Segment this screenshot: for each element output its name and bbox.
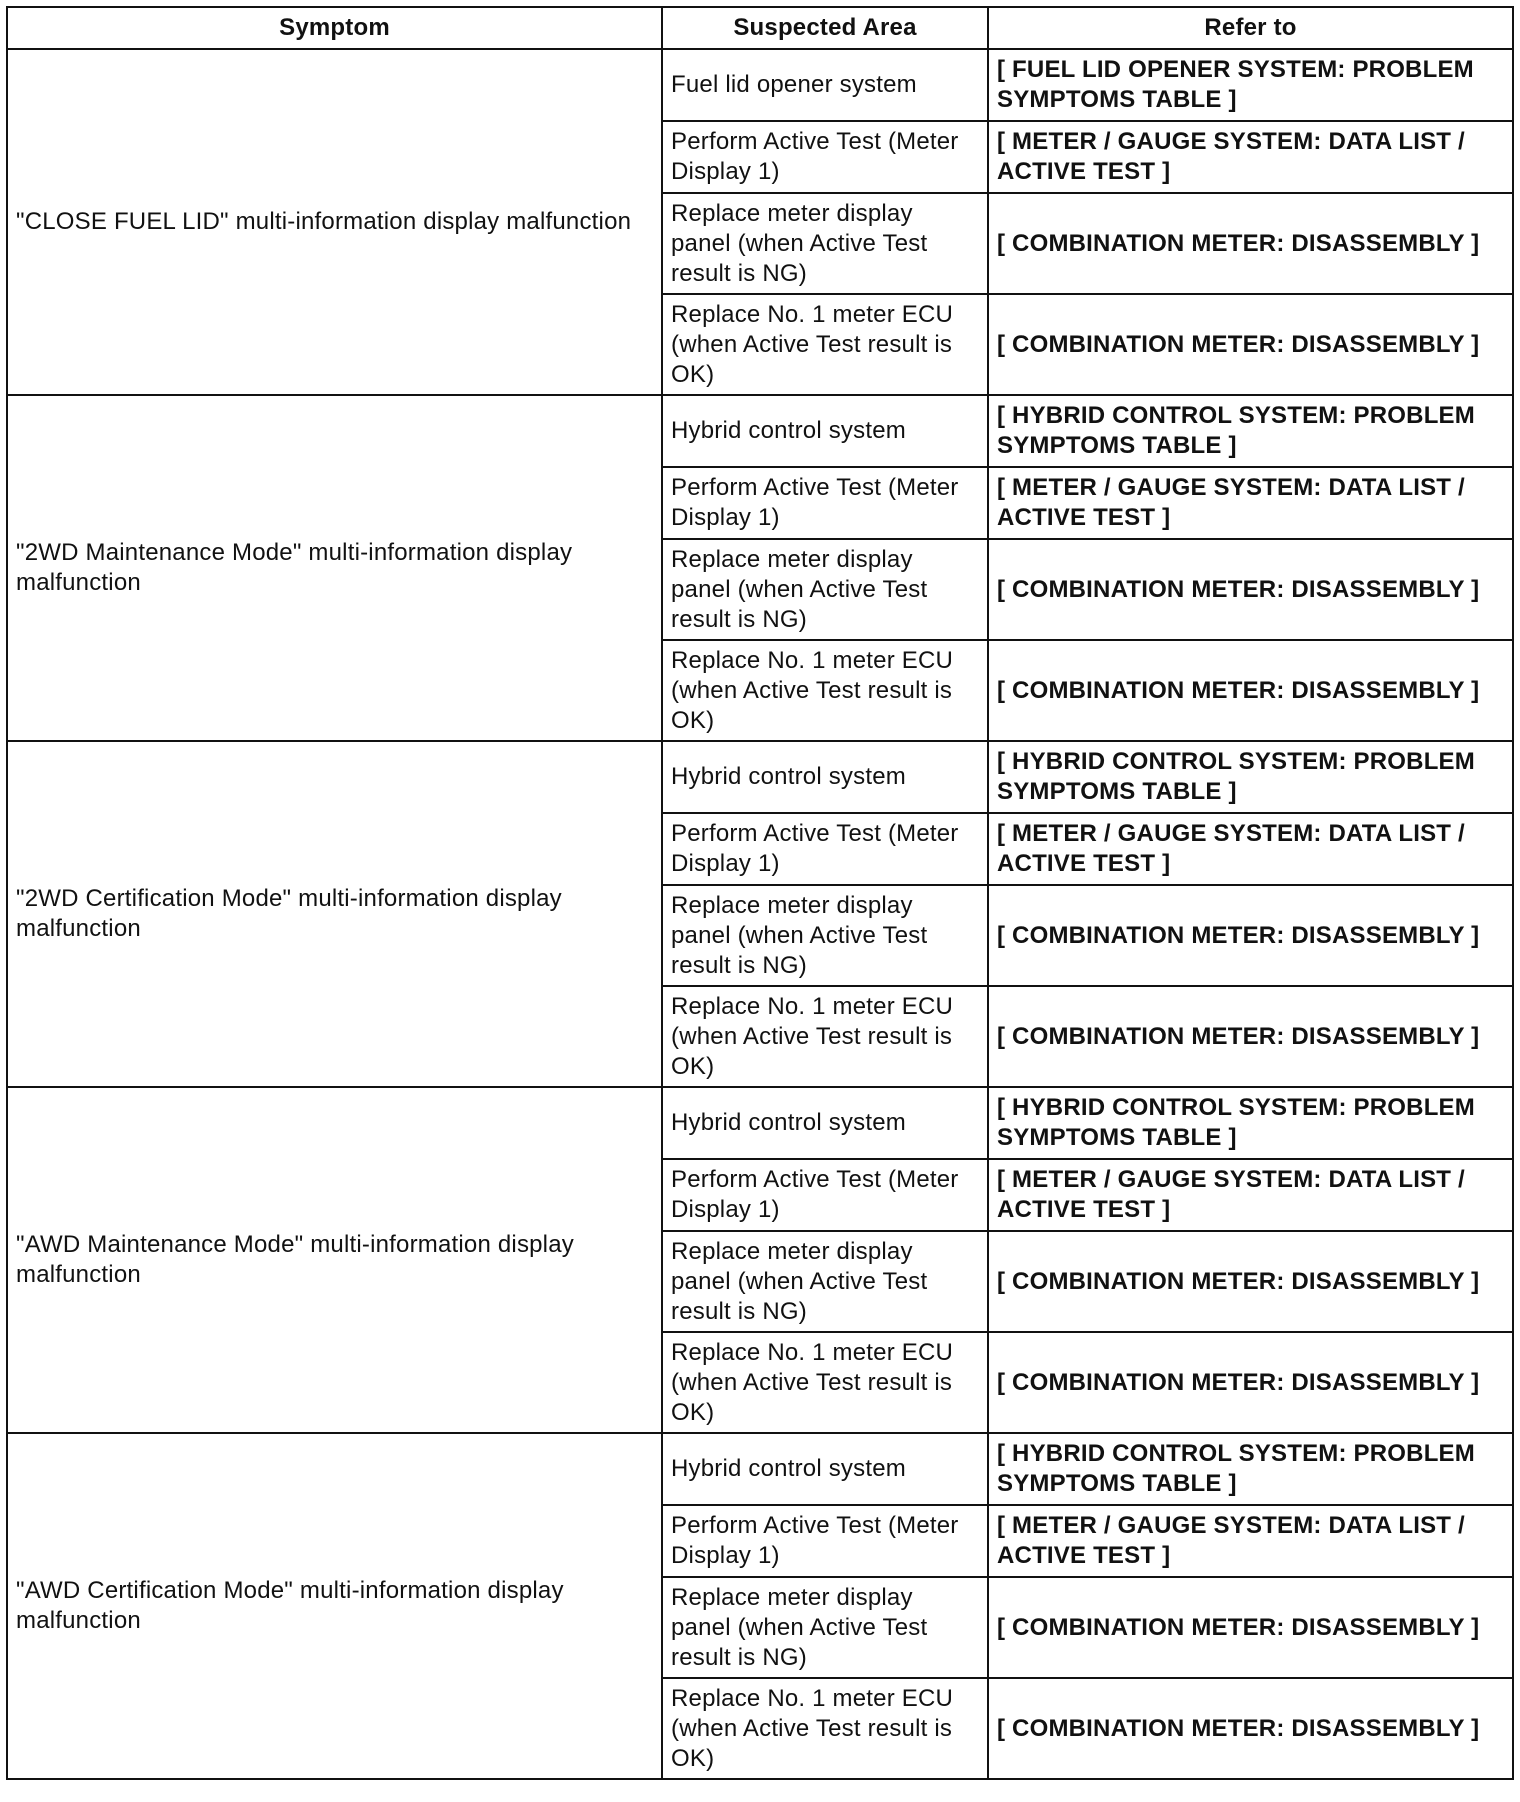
refer-to-link[interactable]: [ COMBINATION METER: DISASSEMBLY ] [988, 1577, 1513, 1678]
suspected-area-cell: Replace meter display panel (when Active Test result is NG) [662, 539, 988, 640]
symptom-cell: "2WD Certification Mode" multi-information display malfunction [7, 741, 662, 1087]
refer-to-link[interactable]: [ HYBRID CONTROL SYSTEM: PROBLEM SYMPTOMS TABLE ] [988, 395, 1513, 467]
document-page [6, 6, 1514, 1780]
refer-to-link[interactable]: [ METER / GAUGE SYSTEM: DATA LIST / ACTIVE TEST ] [988, 813, 1513, 885]
suspected-area-cell: Perform Active Test (Meter Display 1) [662, 1505, 988, 1577]
refer-to-link[interactable]: [ COMBINATION METER: DISASSEMBLY ] [988, 294, 1513, 395]
suspected-area-cell: Hybrid control system [662, 741, 988, 813]
header-suspected-area: Suspected Area [662, 7, 988, 49]
refer-to-link[interactable]: [ METER / GAUGE SYSTEM: DATA LIST / ACTIVE TEST ] [988, 1159, 1513, 1231]
refer-to-link[interactable]: [ COMBINATION METER: DISASSEMBLY ] [988, 1231, 1513, 1332]
suspected-area-cell: Hybrid control system [662, 1433, 988, 1505]
suspected-area-cell: Replace No. 1 meter ECU (when Active Test result is OK) [662, 1678, 988, 1779]
suspected-area-cell: Replace meter display panel (when Active Test result is NG) [662, 193, 988, 294]
refer-to-link[interactable]: [ COMBINATION METER: DISASSEMBLY ] [988, 640, 1513, 741]
table-row [7, 1433, 1513, 1505]
suspected-area-cell: Replace No. 1 meter ECU (when Active Test result is OK) [662, 986, 988, 1087]
header-symptom: Symptom [7, 7, 662, 49]
suspected-area-cell: Perform Active Test (Meter Display 1) [662, 1159, 988, 1231]
table-row [7, 741, 1513, 813]
table-row [7, 49, 1513, 121]
symptom-cell: "CLOSE FUEL LID" multi-information display malfunction [7, 49, 662, 395]
suspected-area-cell: Replace No. 1 meter ECU (when Active Test result is OK) [662, 1332, 988, 1433]
refer-to-link[interactable]: [ METER / GAUGE SYSTEM: DATA LIST / ACTIVE TEST ] [988, 1505, 1513, 1577]
suspected-area-cell: Perform Active Test (Meter Display 1) [662, 467, 988, 539]
refer-to-link[interactable]: [ COMBINATION METER: DISASSEMBLY ] [988, 1678, 1513, 1779]
symptom-cell: "2WD Maintenance Mode" multi-information display malfunction [7, 395, 662, 741]
suspected-area-cell: Hybrid control system [662, 395, 988, 467]
suspected-area-cell: Replace No. 1 meter ECU (when Active Test result is OK) [662, 294, 988, 395]
refer-to-link[interactable]: [ HYBRID CONTROL SYSTEM: PROBLEM SYMPTOMS TABLE ] [988, 1087, 1513, 1159]
refer-to-link[interactable]: [ COMBINATION METER: DISASSEMBLY ] [988, 539, 1513, 640]
refer-to-link[interactable]: [ METER / GAUGE SYSTEM: DATA LIST / ACTIVE TEST ] [988, 467, 1513, 539]
symptom-cell: "AWD Maintenance Mode" multi-information display malfunction [7, 1087, 662, 1433]
table-row [7, 395, 1513, 467]
refer-to-link[interactable]: [ HYBRID CONTROL SYSTEM: PROBLEM SYMPTOMS TABLE ] [988, 741, 1513, 813]
suspected-area-cell: Hybrid control system [662, 1087, 988, 1159]
symptom-cell: "AWD Certification Mode" multi-information display malfunction [7, 1433, 662, 1779]
refer-to-link[interactable]: [ HYBRID CONTROL SYSTEM: PROBLEM SYMPTOMS TABLE ] [988, 1433, 1513, 1505]
refer-to-link[interactable]: [ COMBINATION METER: DISASSEMBLY ] [988, 1332, 1513, 1433]
header-row [7, 7, 1513, 49]
problem-symptoms-table [6, 6, 1514, 1780]
suspected-area-cell: Perform Active Test (Meter Display 1) [662, 121, 988, 193]
refer-to-link[interactable]: [ METER / GAUGE SYSTEM: DATA LIST / ACTIVE TEST ] [988, 121, 1513, 193]
suspected-area-cell: Replace meter display panel (when Active Test result is NG) [662, 885, 988, 986]
suspected-area-cell: Fuel lid opener system [662, 49, 988, 121]
table-row [7, 1087, 1513, 1159]
refer-to-link[interactable]: [ COMBINATION METER: DISASSEMBLY ] [988, 885, 1513, 986]
suspected-area-cell: Perform Active Test (Meter Display 1) [662, 813, 988, 885]
refer-to-link[interactable]: [ COMBINATION METER: DISASSEMBLY ] [988, 986, 1513, 1087]
header-refer-to: Refer to [988, 7, 1513, 49]
refer-to-link[interactable]: [ FUEL LID OPENER SYSTEM: PROBLEM SYMPTOMS TABLE ] [988, 49, 1513, 121]
suspected-area-cell: Replace meter display panel (when Active Test result is NG) [662, 1577, 988, 1678]
suspected-area-cell: Replace No. 1 meter ECU (when Active Test result is OK) [662, 640, 988, 741]
refer-to-link[interactable]: [ COMBINATION METER: DISASSEMBLY ] [988, 193, 1513, 294]
suspected-area-cell: Replace meter display panel (when Active Test result is NG) [662, 1231, 988, 1332]
